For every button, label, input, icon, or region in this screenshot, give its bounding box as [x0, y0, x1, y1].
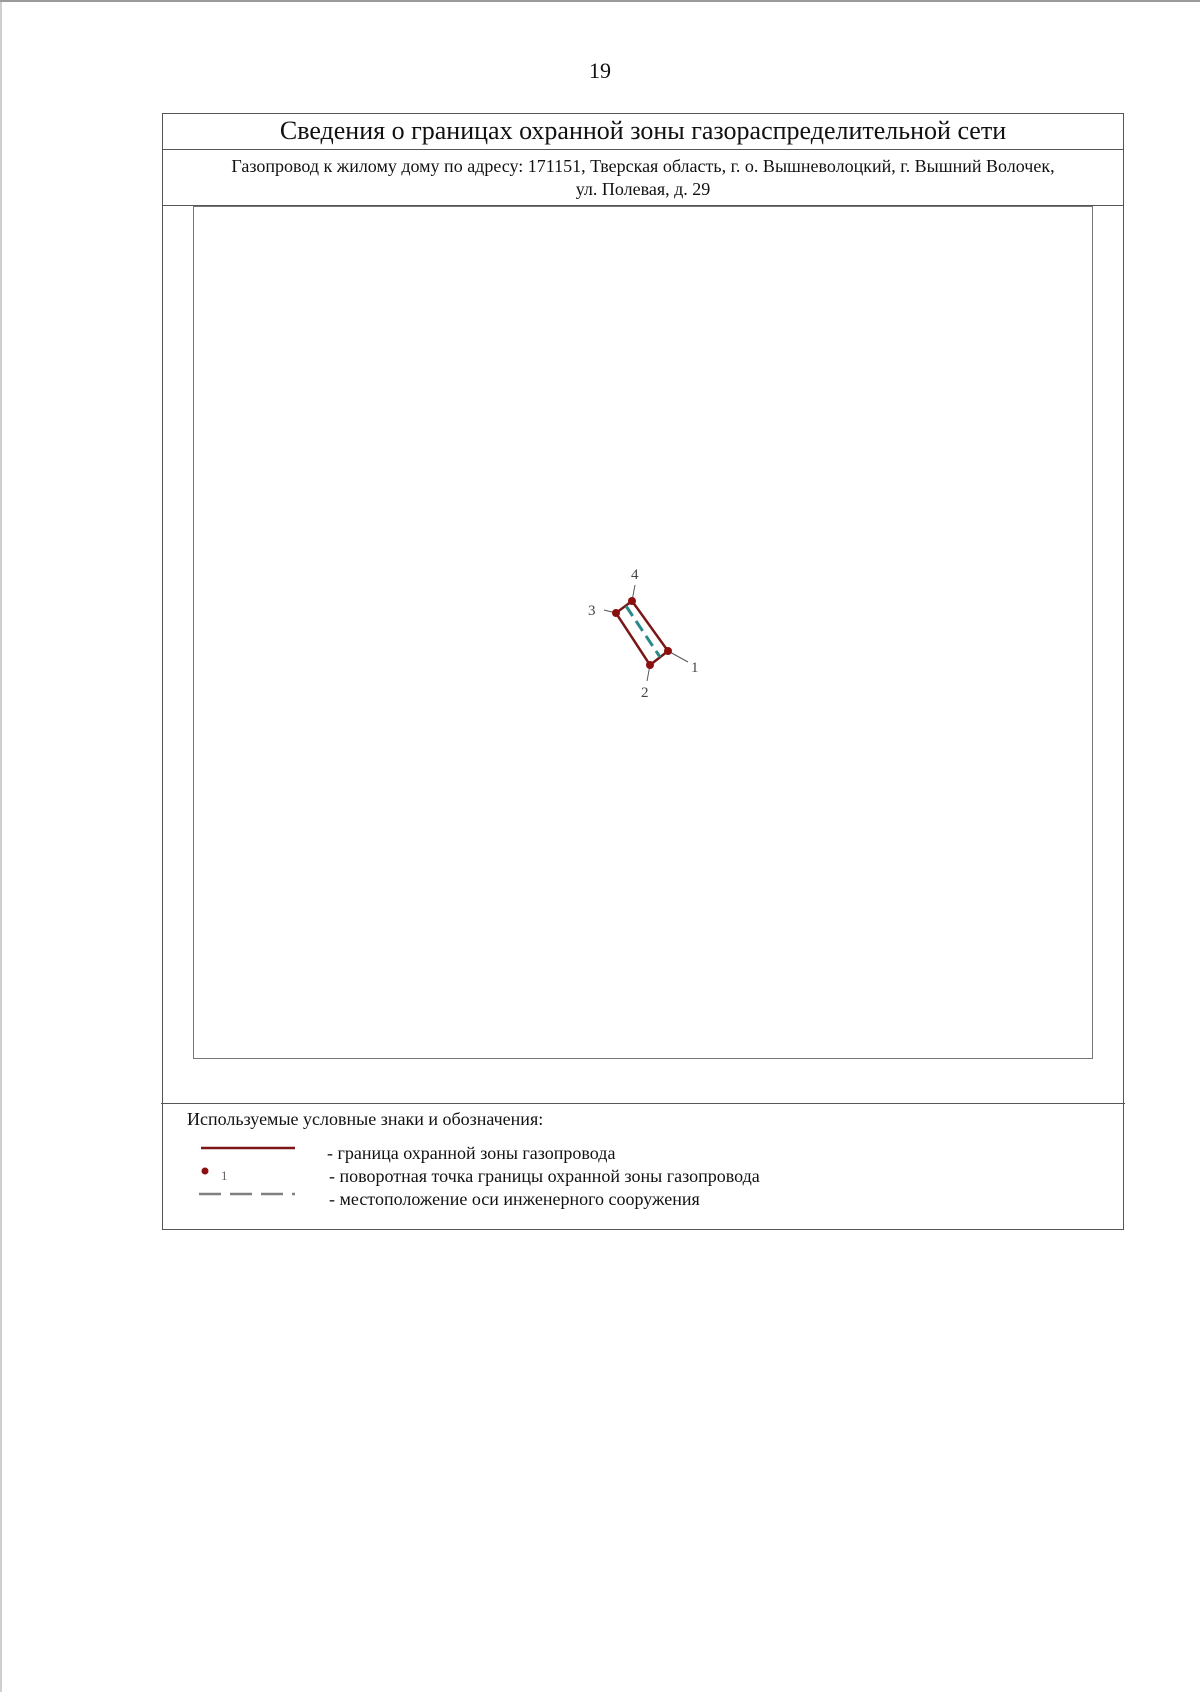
turning-point-2: [646, 661, 654, 669]
legend-item-point: [161, 1165, 1125, 1187]
point-label-4: 4: [631, 567, 639, 583]
point-label-3: 3: [588, 603, 596, 619]
sheet-frame: [162, 113, 1124, 1230]
point-label-1: 1: [691, 660, 699, 676]
legend-item-axis: [161, 1188, 1125, 1210]
scan-edge-top: [0, 0, 1200, 2]
legend-point-sample-label: 1: [221, 1168, 228, 1183]
address-line-2: ул. Полевая, д. 29: [575, 179, 711, 199]
legend: [161, 1103, 1125, 1231]
address-subtitle: [163, 150, 1123, 206]
turning-point-3: [612, 609, 620, 617]
legend-text-axis: - местоположение оси инженерного сооружения: [329, 1189, 700, 1209]
point-icon: [193, 1165, 303, 1187]
scan-edge-left: [0, 0, 2, 1692]
legend-title: Используемые условные знаки и обозначения:: [187, 1109, 544, 1129]
dashed-line-icon: [193, 1188, 303, 1210]
page-title: Сведения о границах охранной зоны газораспределительной сети: [163, 114, 1123, 150]
turning-point-4: [628, 597, 636, 605]
legend-text-point: - поворотная точка границы охранной зоны газопровода: [329, 1166, 760, 1186]
turning-point-1: [664, 647, 672, 655]
legend-item-boundary: [161, 1142, 1125, 1164]
page-number: 19: [589, 58, 611, 83]
legend-text-boundary: - граница охранной зоны газопровода: [327, 1143, 616, 1163]
map-drawing: [194, 207, 1091, 1057]
address-line-1: Газопровод к жилому дому по адресу: 171151, Тверская область, г. о. Вышневолоцкий, г. Вышний Волочек,: [231, 156, 1055, 176]
solid-line-icon: [193, 1142, 303, 1164]
map-frame: [193, 206, 1093, 1059]
point-label-2: 2: [641, 685, 649, 701]
